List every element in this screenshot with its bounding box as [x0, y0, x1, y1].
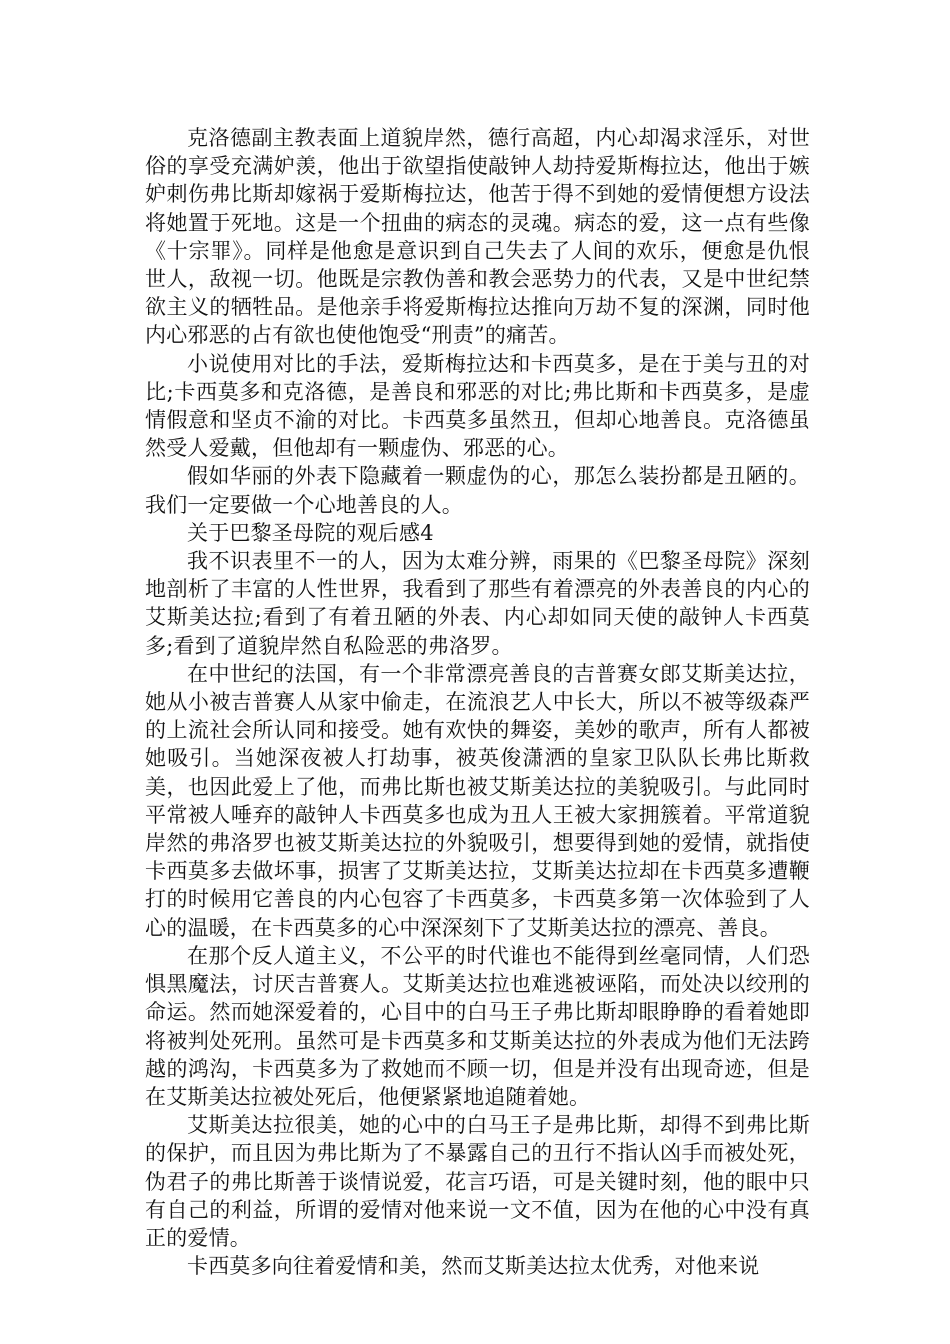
- section-title: 关于巴黎圣母院的观后感4: [187, 520, 434, 545]
- paragraph-contrast: 小说使用对比的手法，爱斯梅拉达和卡西莫多，是在于美与丑的对比;卡西莫多和克洛德，是善良和邪恶的对比;弗比斯和卡西莫多，是虚情假意和坚贞不渝的对比。卡西莫多虽然丑，但却心地善良。克洛德虽然受人爱戴，但他却有一颗虚伪、邪恶的心。: [145, 351, 810, 461]
- paragraph-quasimodo: 卡西莫多向往着爱情和美，然而艾斯美达拉太优秀，对他来说: [187, 1254, 760, 1279]
- paragraph-claude: 克洛德副主教表面上道貌岸然，德行高超，内心却渴求淫乐，对世俗的享受充满妒羡，他出于欲望指使敲钟人劫持爱斯梅拉达，他出于嫉妒刺伤弗比斯却嫁祸于爱斯梅拉达，他苦于得不到她的爱情便想方设法将她置于死地。这是一个扭曲的病态的灵魂。病态的爱，这一点有些像《十宗罪》。同样是他愈是意识到自己失去了人间的欢乐，便愈是仇恨世人，敌视一切。他既是宗教伪善和教会恶势力的代表，又是中世纪禁欲主义的牺牲品。是他亲手将爱斯梅拉达推向万劫不复的深渊，同时他内心邪恶的占有欲也使他饱受“刑责”的痛苦。: [145, 126, 810, 348]
- paragraph-story: 在中世纪的法国，有一个非常漂亮善良的吉普赛女郎艾斯美达拉，她从小被吉普赛人从家中偷走，在流浪艺人中长大，所以不被等级森严的上流社会所认同和接受。她有欢快的舞姿，美妙的歌声，所有人都被她吸引。当她深夜被人打劫事，被英俊潇洒的皇家卫队队长弗比斯救美，也因此爱上了他，而弗比斯也被艾斯美达拉的美貌吸引。与此同时平常被人唾弃的敲钟人卡西莫多也成为丑人王被大家拥簇着。平常道貌岸然的弗洛罗也被艾斯美达拉的外貌吸引，想要得到她的爱情，就指使卡西莫多去做坏事，损害了艾斯美达拉，艾斯美达拉却在卡西莫多遭鞭打的时候用它善良的内心包容了卡西莫多，卡西莫多第一次体验到了人心的温暖，在卡西莫多的心中深深刻下了艾斯美达拉的漂亮、善良。: [145, 661, 810, 940]
- document-page: [145, 124, 810, 1280]
- paragraph-conclusion: 假如华丽的外表下隐藏着一颗虚伪的心，那怎么装扮都是丑陋的。我们一定要做一个心地善良的人。: [145, 464, 810, 517]
- paragraph-intro: 我不识表里不一的人，因为太难分辨，雨果的《巴黎圣母院》深刻地剖析了丰富的人性世界，我看到了那些有着漂亮的外表善良的内心的艾斯美达拉;看到了有着丑陋的外表、内心却如同天使的敲钟人卡西莫多;看到了道貌岸然自私险恶的弗洛罗。: [145, 549, 810, 658]
- paragraph-esmeralda: 艾斯美达拉很美，她的心中的白马王子是弗比斯，却得不到弗比斯的保护，而且因为弗比斯为了不暴露自己的丑行不指认凶手而被处死，伪君子的弗比斯善于谈情说爱，花言巧语，可是关键时刻，他的眼中只有自己的利益，所谓的爱情对他来说一文不值，因为在他的心中没有真正的爱情。: [145, 1113, 810, 1250]
- paragraph-injustice: 在那个反人道主义，不公平的时代谁也不能得到丝毫同情，人们恐惧黑魔法，讨厌吉普赛人。艾斯美达拉也难逃被诬陷，而处决以绞刑的命运。然而她深爱着的，心目中的白马王子弗比斯却眼睁睁的看着她即将被判处死刑。虽然可是卡西莫多和艾斯美达拉的外表成为他们无法跨越的鸿沟，卡西莫多为了救她而不顾一切，但是并没有出现奇迹，但是在艾斯美达拉被处死后，他便紧紧地追随着她。: [145, 943, 810, 1109]
